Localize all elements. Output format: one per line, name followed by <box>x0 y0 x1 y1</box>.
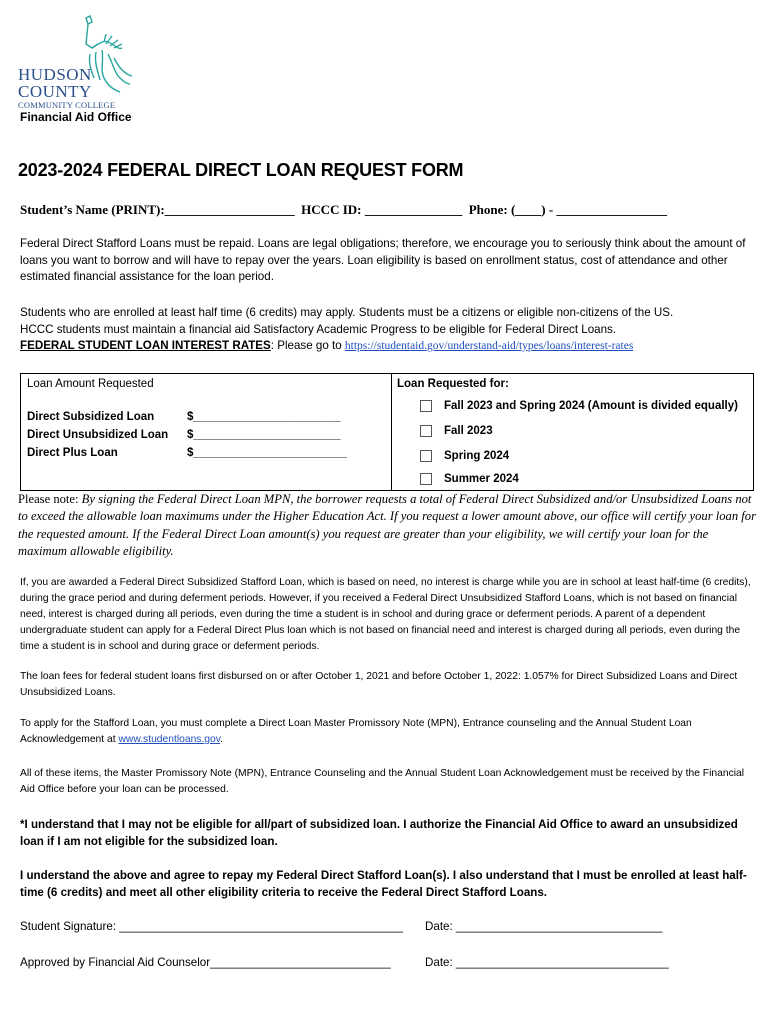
logo-line-1: HUDSON <box>18 65 92 84</box>
interest-explanation: If, you are awarded a Federal Direct Subsidized Stafford Loan, which is based on need, no interest is charge while you are in school at least half-time (6 credits), during the grace period and during deferment periods. However, if you received a Federal Direct Unsubsidized Stafford Loans, which is not based on financial need, interest is charged during all periods, even during the time a student is in school and during grace or deferment periods. A parent of a dependent undergraduate student can apply for a Federal Direct Plus loan which is not based on financial need and interest is charged during all periods, even during the time a student is in school and during grace or deferment periods. <box>20 577 751 652</box>
eligibility-paragraph <box>20 305 755 355</box>
plus-loan-label: Direct Plus Loan <box>27 447 118 459</box>
loan-amount-heading: Loan Amount Requested <box>27 378 154 390</box>
loan-period-heading: Loan Requested for: <box>397 378 509 390</box>
college-logo <box>18 14 140 110</box>
office-name: Financial Aid Office <box>20 110 132 124</box>
studentloans-link[interactable]: www.studentloans.gov <box>118 734 221 745</box>
checkbox[interactable] <box>420 400 432 412</box>
eligibility-line-2: HCCC students must maintain a financial aid Satisfactory Academic Progress to be eligible for Federal Direct Loans. <box>20 322 617 336</box>
subsidized-acknowledgement: *I understand that I may not be eligible for all/part of subsidized loan. I authorize the Financial Aid Office to award an unsubsidized loan if I am not eligible for the subsidized loan. <box>20 818 738 848</box>
plus-loan-amount-field[interactable]: $________________________ <box>187 447 347 459</box>
repayment-acknowledgement: I understand the above and agree to repay my Federal Direct Stafford Loan(s). I also understand that I must be enrolled at least half-time (6 credits) and meet all other eligibility criteria to receive the Federal Direct Stafford Loans. <box>20 869 747 899</box>
loan-fees-paragraph: The loan fees for federal student loans first disbursed on or after October 1, 2021 and before October 1, 2022: 1.057% for Direct Subsidized Loans and Direct Unsubsidized Loans. <box>20 671 738 698</box>
option-spring[interactable]: Spring 2024 <box>420 450 509 462</box>
interest-rates-link[interactable]: https://studentaid.gov/understand-aid/types/loans/interest-rates <box>344 340 634 352</box>
logo-line-2: COUNTY <box>18 82 92 101</box>
option-fall-spring[interactable]: Fall 2023 and Spring 2024 (Amount is divided equally) <box>420 400 738 412</box>
logo-line-3: COMMUNITY COLLEGE <box>18 100 116 110</box>
note-text: By signing the Federal Direct Loan MPN, the borrower requests a total of Federal Direct Subsidized and/or Unsubsidized Loans not to exceed the allowable loan maximums under the Higher Education Act. If you request a lower amount above, our office will certify your loan for the requested amount. If the Federal Direct Loan amount(s) you request are greater than your eligibility, we will certify your loan for the maximum allowable eligibility. <box>18 492 757 559</box>
option-fall[interactable]: Fall 2023 <box>420 425 493 437</box>
option-summer[interactable]: Summer 2024 <box>420 473 519 485</box>
eligibility-line-1: Students who are enrolled at least half time (6 credits) may apply. Students must be a citizens or eligible non-citizens of the US. <box>20 306 674 319</box>
counselor-approval-field[interactable]: Approved by Financial Aid Counselor____________________________ <box>20 956 391 969</box>
checkbox[interactable] <box>420 425 432 437</box>
student-signature-date-field[interactable]: Date: ________________________________ <box>425 920 663 933</box>
loan-request-table <box>20 373 754 491</box>
note-lead: Please note: <box>18 492 82 506</box>
unsubsidized-label: Direct Unsubsidized Loan <box>27 429 169 441</box>
requirements-paragraph: All of these items, the Master Promissory Note (MPN), Entrance Counseling and the Annual Student Loan Acknowledgement must be received by the Financial Aid Office before your loan can be processed. <box>20 768 745 795</box>
form-title: 2023-2024 FEDERAL DIRECT LOAN REQUEST FORM <box>18 160 464 180</box>
unsubsidized-amount-field[interactable]: $_______________________ <box>187 429 341 441</box>
application-paragraph: To apply for the Stafford Loan, you must complete a Direct Loan Master Promissory Note (MPN), Entrance counseling and the Annual Student Loan Acknowledgement at www.studentloans.gov. <box>20 718 692 745</box>
interest-rates-text: : Please go to <box>270 339 345 352</box>
checkbox[interactable] <box>420 473 432 485</box>
subsidized-amount-field[interactable]: $_______________________ <box>187 411 341 423</box>
student-signature-field[interactable]: Student Signature: ____________________________________________ <box>20 920 403 933</box>
mpn-note <box>18 491 756 561</box>
table-divider <box>391 374 392 490</box>
student-info-line[interactable]: Student’s Name (PRINT):____________________ HCCC ID: _______________ Phone: (____) - _________________ <box>20 202 667 217</box>
interest-rates-line <box>20 338 755 355</box>
repayment-paragraph: Federal Direct Stafford Loans must be repaid. Loans are legal obligations; therefore, we encourage you to seriously think about the amount of loans you want to borrow and will have to repay over the years. Loan eligibility is based on enrollment status, cost of attendance and other estimated financial assistance for the loan period. <box>20 237 746 283</box>
checkbox[interactable] <box>420 450 432 462</box>
interest-rates-label: FEDERAL STUDENT LOAN INTEREST RATES <box>20 339 271 352</box>
subsidized-label: Direct Subsidized Loan <box>27 411 155 423</box>
counselor-date-field[interactable]: Date: _________________________________ <box>425 956 669 969</box>
